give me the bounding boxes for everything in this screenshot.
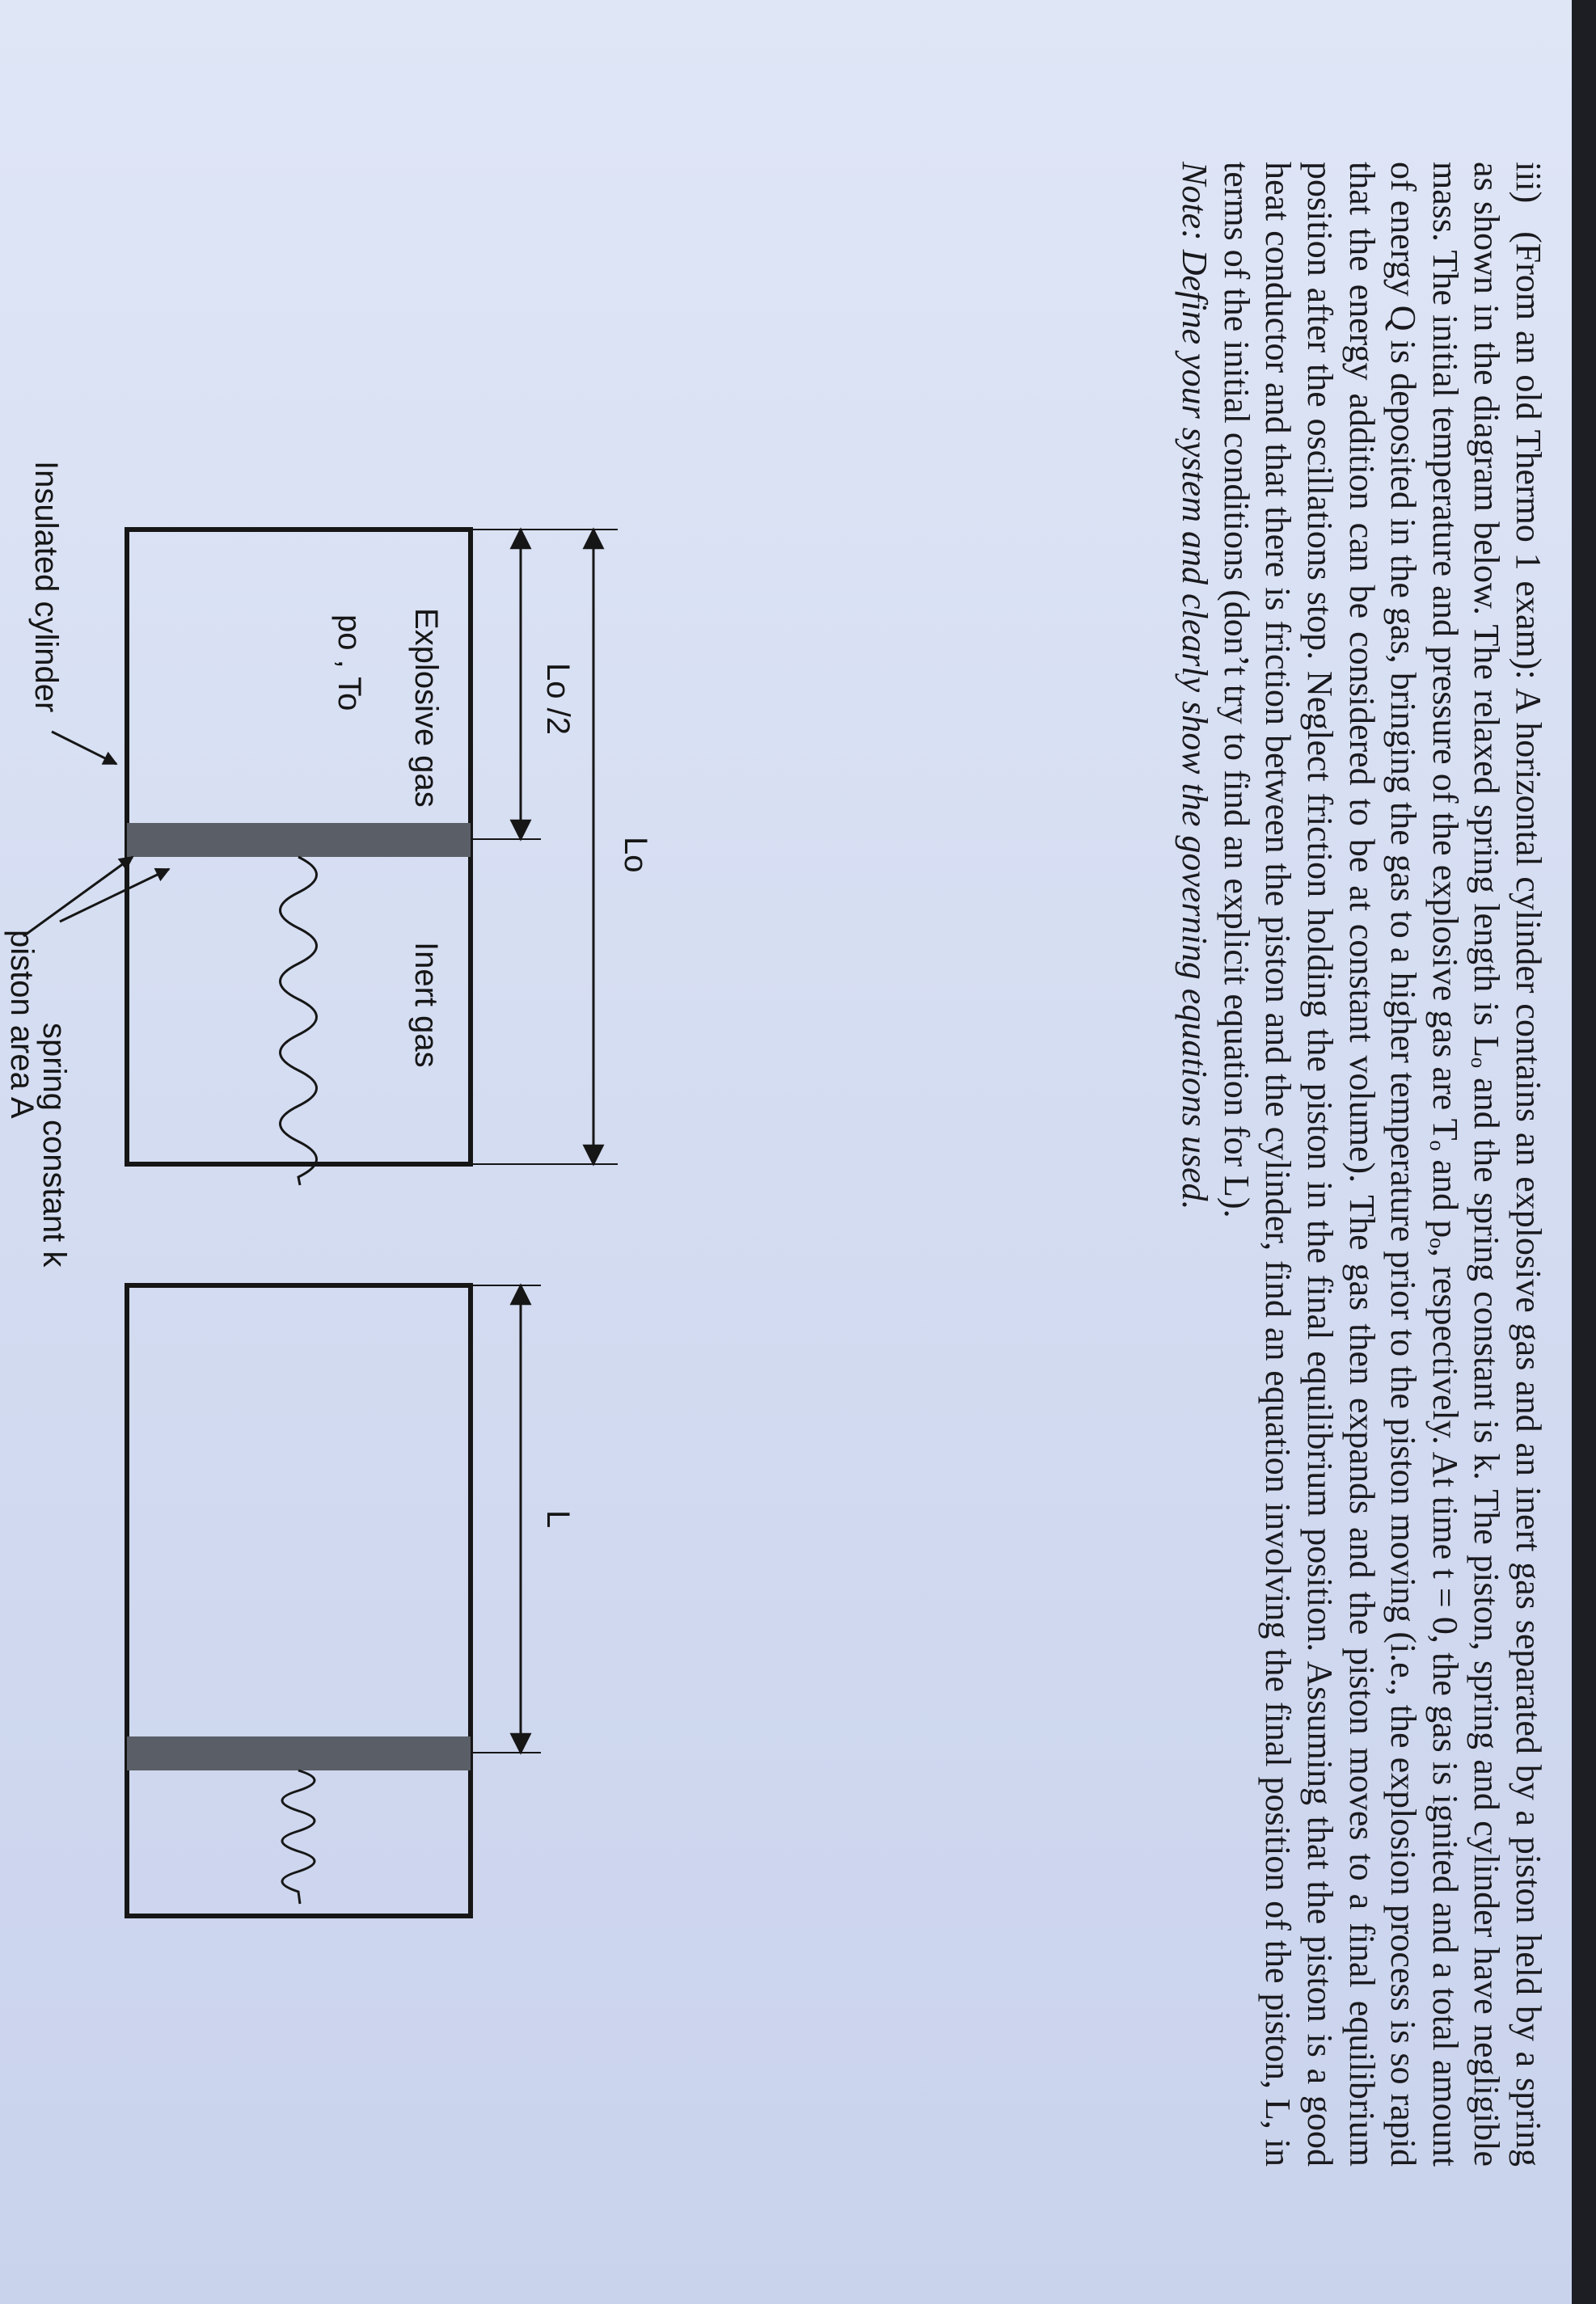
insulated-cylinder-label: Insulated cylinder (28, 461, 64, 713)
final-piston (127, 1736, 471, 1770)
spring-constant-label: spring constant k (36, 1023, 72, 1268)
problem-statement: (From an old Thermo 1 exam): A horizontal cylinder contains an explosive gas and an inert gas separated by a piston held by a spring as shown in the diagram below. The relaxed spring length is Lₒ and the spring constant is k. The piston, spring and cylinder have negligible mass. The initial temperature and pressure of the explosive gas are Tₒ and pₒ, respectively. At time t = 0, the gas is ignited and a total amount of energy Q is deposited in the gas, bringing the gas to a higher temperature prior to the piston moving (i.e., the explosion process is so rapid that the energy addition can be considered to be at constant volume). The gas then expands and the piston moves to a final equilibrium position after the oscillations stop. Neglect friction holding the piston in the final equilibrium position. Assuming that the piston is a good heat conductor and that there is friction between the piston and the cylinder, find an equation involving the final position of the piston, L, in terms of the initial conditions (don’t try to find an explicit equation for L). (1216, 162, 1548, 2167)
piston-area-label: piston area A (4, 930, 40, 1119)
initial-spring (281, 857, 317, 1185)
left-state-label: po , To (331, 614, 367, 711)
final-cylinder (127, 1285, 471, 1916)
final-spring (282, 1770, 315, 1904)
left-chamber-label: Explosive gas (408, 608, 444, 808)
problem-number: iii) (1509, 162, 1548, 204)
dim-label-final: L (540, 1510, 576, 1529)
right-chamber-label: Inert gas (408, 942, 444, 1068)
dim-label-total: Lo (618, 837, 653, 873)
dim-label-half: Lo /2 (540, 663, 576, 735)
initial-piston (127, 823, 471, 857)
problem-note: Note: Define your system and clearly show the governing equations used. (1175, 162, 1215, 1210)
